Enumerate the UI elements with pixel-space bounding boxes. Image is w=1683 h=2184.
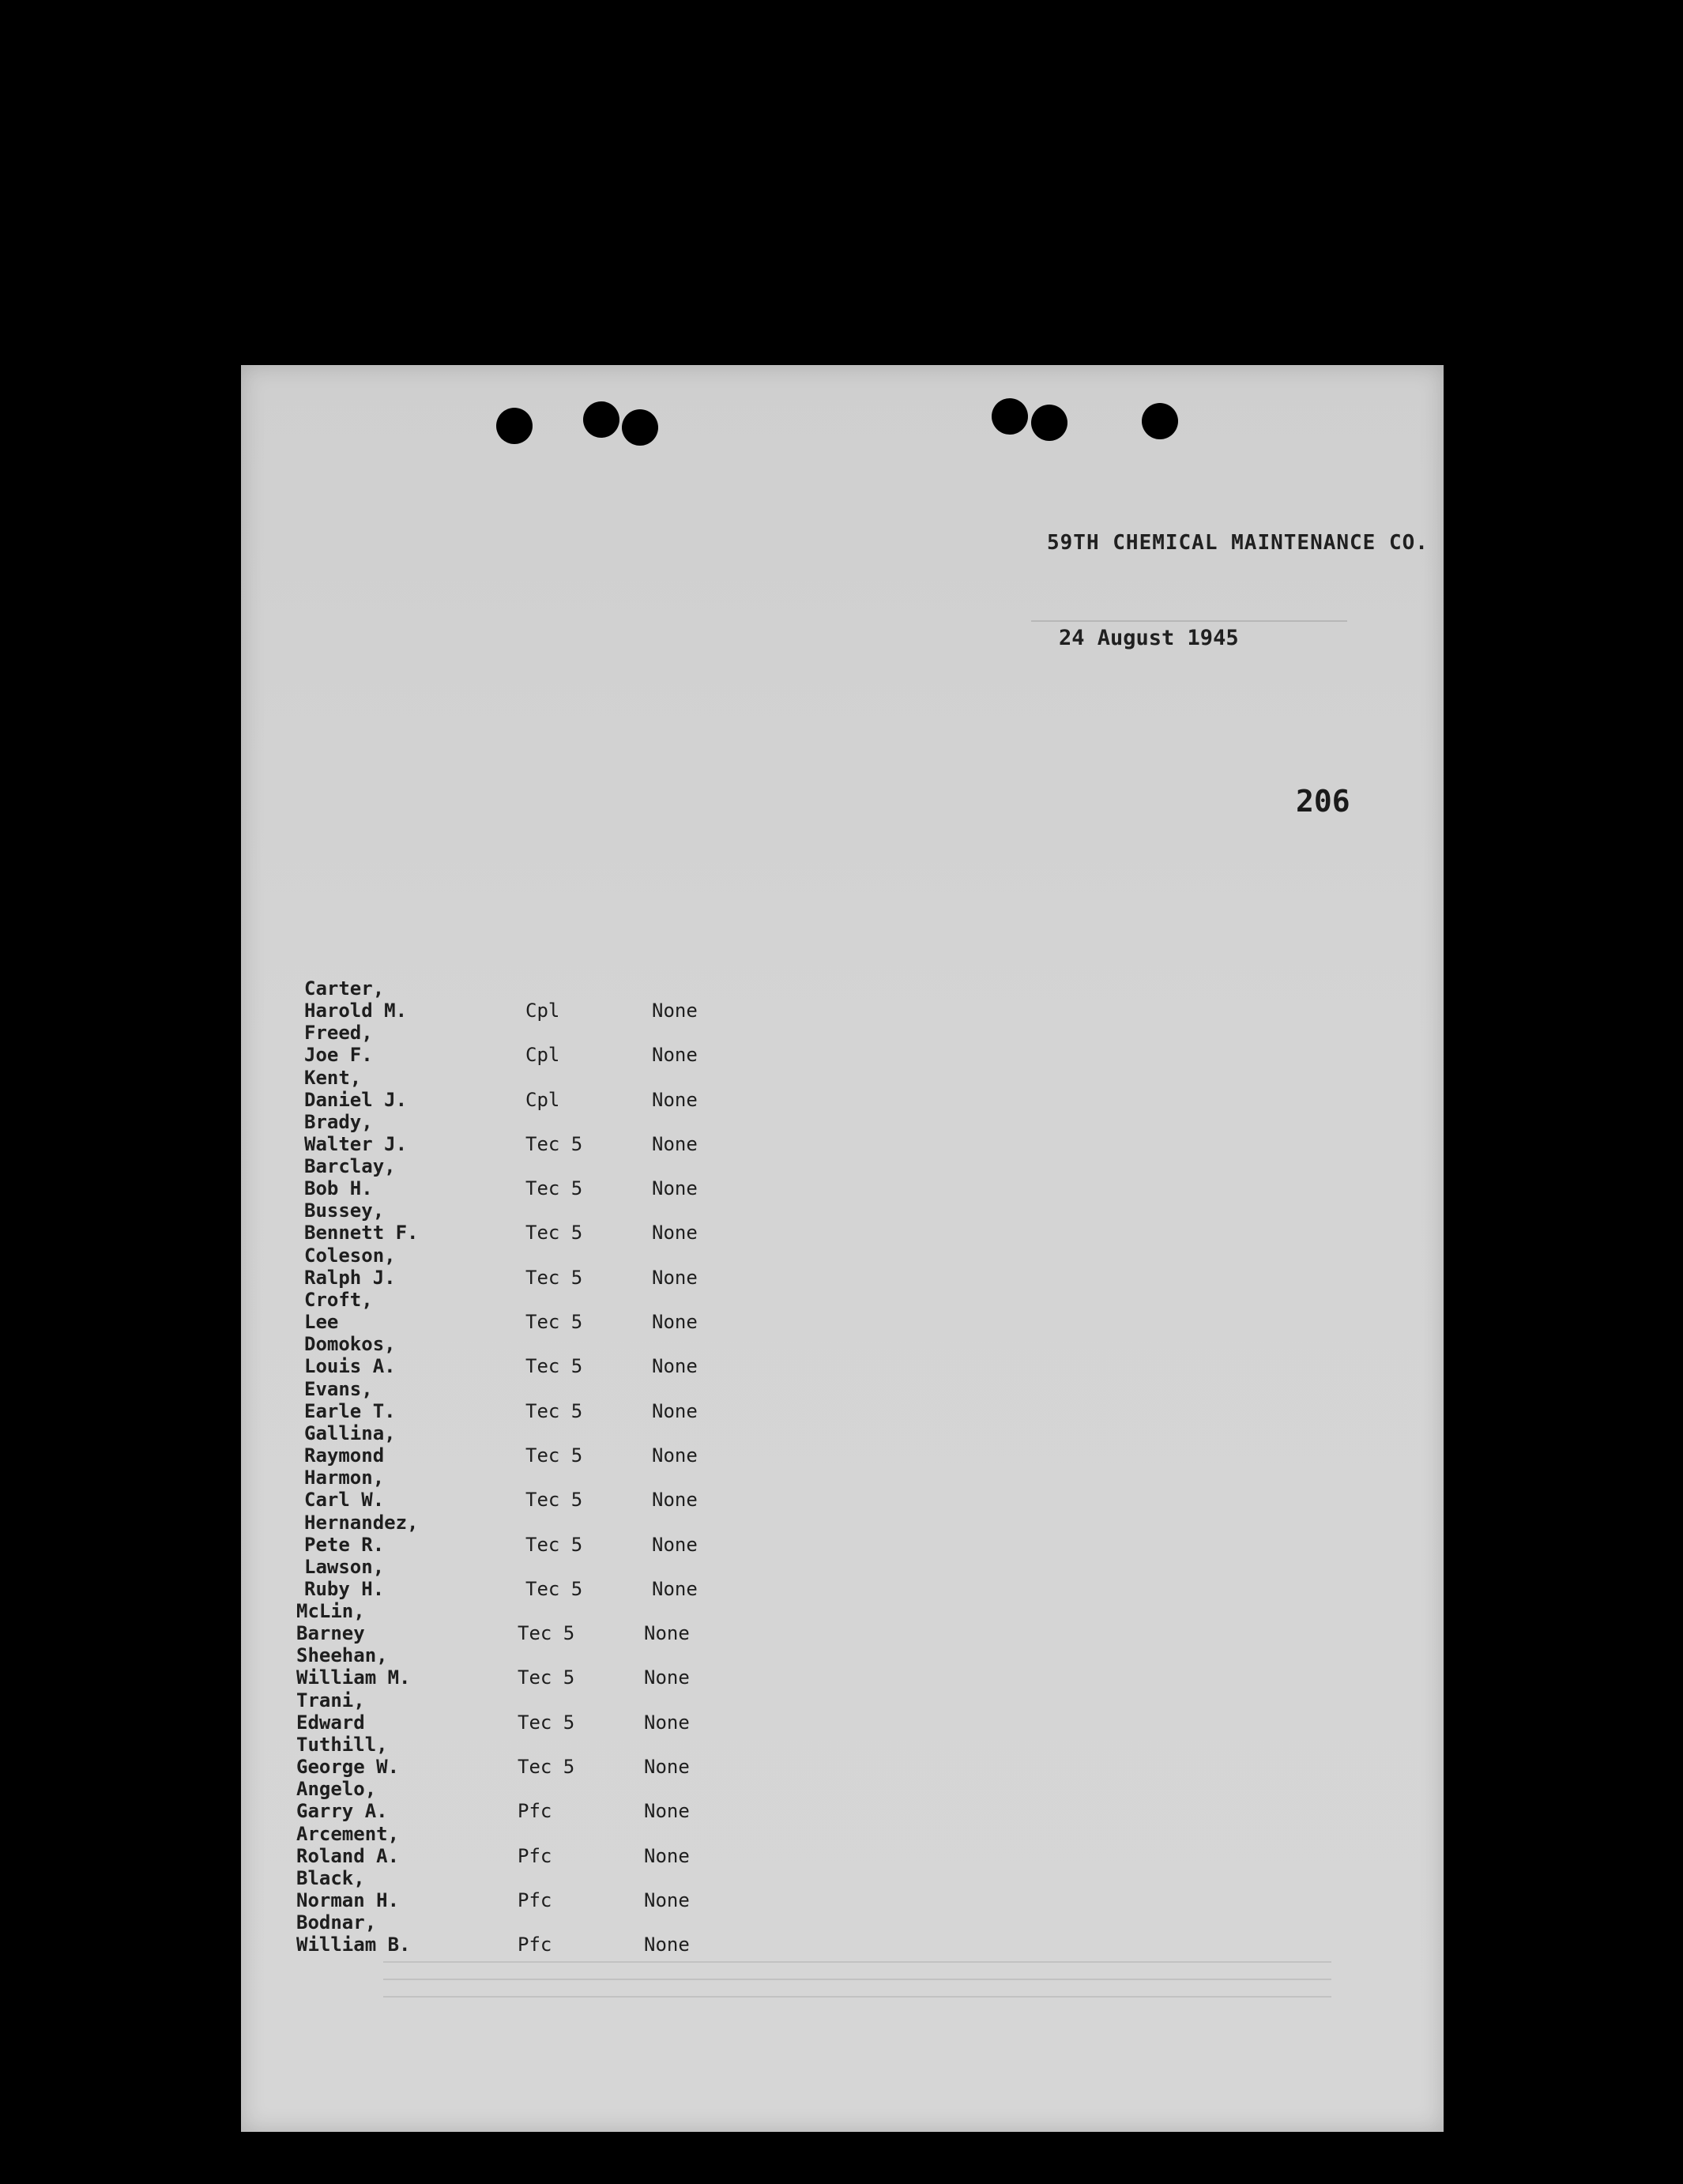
roster-grade: Cpl [525, 1000, 560, 1022]
roster-given: Pete R. [304, 1533, 385, 1556]
roster-surname: Coleson, [304, 1244, 396, 1267]
roster-status: None [652, 1000, 698, 1022]
roster-grade: Tec 5 [525, 1399, 583, 1422]
roster-status: None [644, 1800, 690, 1823]
roster-surname: Carter, [304, 977, 385, 1000]
roster-grade: Tec 5 [525, 1311, 583, 1334]
roster-status: None [652, 1355, 698, 1378]
roster-status: None [644, 1622, 690, 1645]
punch-hole [622, 409, 658, 446]
document-page [241, 365, 1444, 2132]
roster-given: Harold M. [304, 1000, 408, 1022]
roster-surname: Angelo, [296, 1778, 377, 1801]
roster-grade: Tec 5 [525, 1177, 583, 1200]
roster-surname: Bussey, [304, 1199, 385, 1222]
roster-status: None [644, 1888, 690, 1911]
roster-status: None [644, 1666, 690, 1689]
roster-given: Lee [304, 1311, 339, 1334]
roster-grade: Tec 5 [525, 1444, 583, 1467]
roster-surname: Lawson, [304, 1555, 385, 1578]
roster-surname: Sheehan, [296, 1644, 388, 1667]
roster-given: Louis A. [304, 1355, 396, 1378]
date-rule [1031, 620, 1347, 622]
roster-status: None [644, 1844, 690, 1867]
roster-grade: Cpl [525, 1044, 560, 1067]
punch-hole [1031, 405, 1067, 441]
roster-grade: Tec 5 [525, 1132, 583, 1155]
roster-status: None [652, 1311, 698, 1334]
roster-grade: Tec 5 [525, 1489, 583, 1512]
punch-hole [496, 408, 533, 444]
roster-status: None [652, 1577, 698, 1600]
roster-status: None [644, 1756, 690, 1779]
roster-status: None [652, 1044, 698, 1067]
roster-surname: Evans, [304, 1377, 373, 1400]
roster-entry [288, 1866, 690, 1911]
roster-surname: Kent, [304, 1066, 362, 1089]
roster-status: None [652, 1489, 698, 1512]
roster-surname: Trani, [296, 1689, 365, 1711]
roster-status: None [652, 1266, 698, 1289]
roster-entry [288, 1689, 690, 1734]
unit-heading: 59TH CHEMICAL MAINTENANCE CO. [1047, 531, 1429, 555]
roster-grade: Tec 5 [525, 1577, 583, 1600]
roster-grade: Tec 5 [525, 1222, 583, 1245]
roster-surname: Brady, [304, 1110, 373, 1133]
roster-grade: Pfc [518, 1934, 552, 1956]
roster-surname: Tuthill, [296, 1734, 388, 1757]
roster-surname: Arcement, [296, 1822, 400, 1845]
roster-given: Barney [296, 1622, 365, 1645]
roster-given: Earle T. [304, 1399, 396, 1422]
roster-entry [288, 1734, 690, 1779]
roster-surname: Gallina, [304, 1421, 396, 1444]
roster-given: William B. [296, 1934, 411, 1956]
punch-hole [583, 401, 619, 438]
roster-surname: Freed, [304, 1022, 373, 1045]
roster-given: Joe F. [304, 1044, 373, 1067]
bleed-through-text [383, 1953, 1331, 2001]
roster-given: Bob H. [304, 1177, 373, 1200]
roster-status: None [652, 1177, 698, 1200]
roster-given: Carl W. [304, 1489, 385, 1512]
roster-grade: Tec 5 [518, 1666, 575, 1689]
roster-given: Roland A. [296, 1844, 400, 1867]
roster-given: Raymond [304, 1444, 385, 1467]
punch-hole [1142, 403, 1178, 439]
roster-status: None [652, 1222, 698, 1245]
roster-surname: Domokos, [304, 1333, 396, 1356]
roster-grade: Pfc [518, 1844, 552, 1867]
roster-grade: Tec 5 [525, 1266, 583, 1289]
roster-given: Bennett F. [304, 1222, 419, 1245]
roster-status: None [652, 1132, 698, 1155]
roster-grade: Tec 5 [518, 1756, 575, 1779]
roster-grade: Pfc [518, 1800, 552, 1823]
document-date: 24 August 1945 [1059, 626, 1239, 650]
roster-grade: Cpl [525, 1088, 560, 1111]
roster-status: None [652, 1399, 698, 1422]
roster-surname: Croft, [304, 1289, 373, 1312]
roster-status: None [652, 1088, 698, 1111]
roster-surname: Hernandez, [304, 1511, 419, 1534]
roster-grade: Tec 5 [525, 1533, 583, 1556]
roster-given: William M. [296, 1666, 411, 1689]
roster-entry [288, 1644, 690, 1689]
roster-given: Ralph J. [304, 1266, 396, 1289]
roster-status: None [652, 1444, 698, 1467]
roster-given: George W. [296, 1756, 400, 1779]
roster-entry [288, 1911, 690, 1956]
roster-given: Norman H. [296, 1888, 400, 1911]
roster-surname: Barclay, [304, 1155, 396, 1178]
roster-given: Daniel J. [304, 1088, 408, 1111]
punch-hole [992, 398, 1028, 435]
roster-surname: Harmon, [304, 1467, 385, 1489]
roster-grade: Pfc [518, 1888, 552, 1911]
roster-surname: McLin, [296, 1600, 365, 1623]
roster-given: Walter J. [304, 1132, 408, 1155]
roster-entry [288, 1600, 690, 1645]
roster-entry [288, 1822, 690, 1867]
roster-entry [288, 1778, 690, 1823]
roster-given: Edward [296, 1711, 365, 1734]
roster-surname: Bodnar, [296, 1911, 377, 1934]
roster-grade: Tec 5 [518, 1711, 575, 1734]
roster-grade: Tec 5 [518, 1622, 575, 1645]
roster-given: Ruby H. [304, 1577, 385, 1600]
roster-grade: Tec 5 [525, 1355, 583, 1378]
page-number: 206 [1296, 784, 1350, 819]
roster-given: Garry A. [296, 1800, 388, 1823]
roster-status: None [652, 1533, 698, 1556]
roster-status: None [644, 1711, 690, 1734]
roster-surname: Black, [296, 1866, 365, 1889]
roster-status: None [644, 1934, 690, 1956]
